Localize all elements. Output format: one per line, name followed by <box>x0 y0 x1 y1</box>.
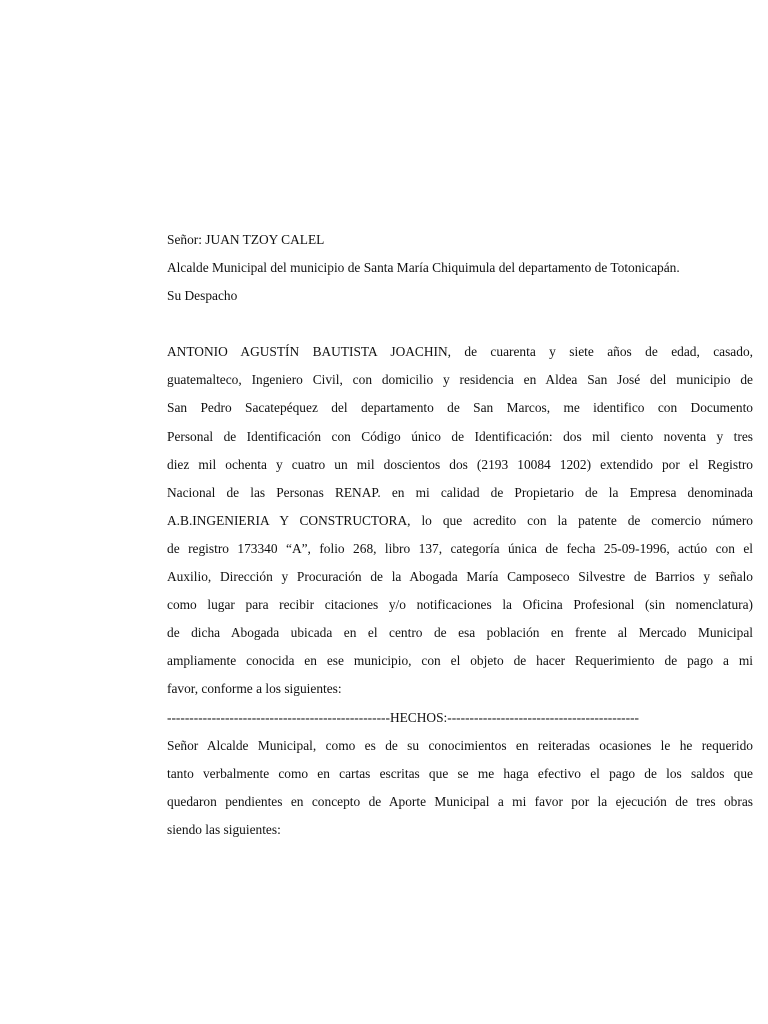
recipient-salutation: Señor: JUAN TZOY CALEL <box>167 232 325 247</box>
facts-line: quedaron pendientes en concepto de Aporte Municipal a mi favor por la ejecución de tres obras <box>167 793 753 809</box>
intro-line: guatemalteco, Ingeniero Civil, con domicilio y residencia en Aldea San José del municipio de <box>167 372 753 388</box>
intro-line: diez mil ochenta y cuatro un mil doscientos dos (2193 10084 1202) extendido por el Registro <box>167 456 753 472</box>
intro-line: favor, conforme a los siguientes: <box>167 681 342 697</box>
facts-line: siendo las siguientes: <box>167 821 281 837</box>
intro-line: Auxilio, Dirección y Procuración de la Abogada María Camposeco Silvestre de Barrios y señalo <box>167 569 753 585</box>
intro-line: ANTONIO AGUSTÍN BAUTISTA JOACHIN, de cuarenta y siete años de edad, casado, <box>167 344 753 360</box>
intro-line: A.B.INGENIERIA Y CONSTRUCTORA, lo que acredito con la patente de comercio número <box>167 512 753 528</box>
facts-line: tanto verbalmente como en cartas escritas que se me haga efectivo el pago de los saldos que <box>167 765 753 781</box>
intro-line: Personal de Identificación con Código único de Identificación: dos mil ciento noventa y tres <box>167 428 753 444</box>
paragraph-spacer <box>167 310 753 338</box>
intro-line: de registro 173340 “A”, folio 268, libro 137, categoría única de fecha 25-09-1996, actúo con el <box>167 540 753 556</box>
intro-line: como lugar para recibir citaciones y/o notificaciones la Oficina Profesional (sin nomenclatura) <box>167 597 753 613</box>
recipient-closing: Su Despacho <box>167 288 238 304</box>
recipient-block <box>167 226 753 310</box>
intro-paragraph <box>167 338 753 703</box>
intro-line: Nacional de las Personas RENAP. en mi calidad de Propietario de la Empresa denominada <box>167 484 753 500</box>
intro-line: San Pedro Sacatepéquez del departamento de San Marcos, me identifico con Documento <box>167 400 753 416</box>
recipient-position: Alcalde Municipal del municipio de Santa María Chiquimula del departamento de Totonicapán. <box>167 260 680 276</box>
intro-line: ampliamente conocida en ese municipio, con el objeto de hacer Requerimiento de pago a mi <box>167 653 753 669</box>
letter-content <box>167 226 753 844</box>
facts-paragraph <box>167 732 753 844</box>
hechos-section-divider: --------------------------------------------------HECHOS:------------------------------------------- <box>167 709 639 725</box>
intro-line: de dicha Abogada ubicada en el centro de esa población en frente al Mercado Municipal <box>167 625 753 641</box>
facts-line: Señor Alcalde Municipal, como es de su conocimientos en reiteradas ocasiones le he requerido <box>167 737 753 753</box>
